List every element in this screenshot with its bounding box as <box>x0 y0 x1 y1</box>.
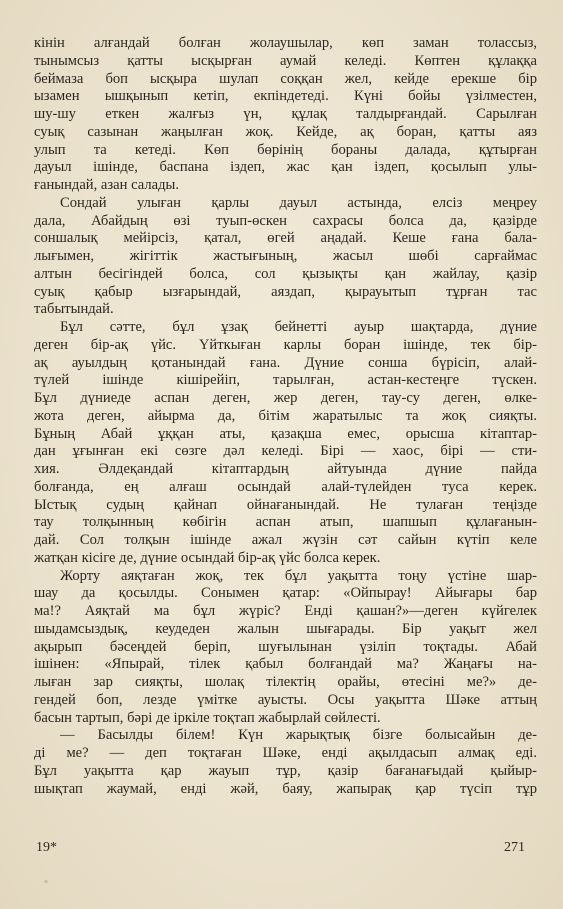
text-line: кінін алғандай болған жолаушылар, көп заман толассыз, <box>34 35 537 51</box>
text-line: ақырып бәсеңдей беріп, шуғылынан үзіліп тоқтады. Абай <box>34 638 537 655</box>
page-number: 271 <box>504 840 525 855</box>
text-line: тынымсыз қатты ысқырған аумай келеді. Көптен құлаққа <box>34 52 537 69</box>
text-line: жота деген, айырма да, бітім жаратылыс та жоқ сияқты. <box>34 407 537 424</box>
text-line: шыдамсыздық, кеудеден жалын шығарады. Бір уақыт жел <box>34 620 537 637</box>
body-text <box>34 35 537 798</box>
text-line: шу-шу еткен жалғыз үн, құлақ талдырғандай. Сарылған <box>34 106 537 122</box>
text-line: дан ұғынған екі сөзге дәл келеді. Бірі — хаос, бірі — сти- <box>34 443 537 460</box>
text-line: Бұның Абай ұққан аты, қазақша емес, орысша кітаптар- <box>34 425 537 442</box>
text-line: Ыстық судың қайнап ойнағанындай. Не тулаған теңізде <box>34 496 537 513</box>
text-line: хия. Әлдеқандай кітаптардың айтуында дүние пайда <box>34 461 537 477</box>
text-line: суық қабыр ызғарындай, аяздап, қырауытып тұрған тас <box>34 283 537 300</box>
text-line: шықтап жаумай, енді жәй, баяу, жапырақ қар түсіп тұр <box>34 780 537 797</box>
text-line: болғанда, ең алғаш осындай алай-түлейден туса керек. <box>34 478 537 495</box>
text-line: ақ ауылдың қотанындай ғана. Дүние сонша бүрісіп, алай- <box>34 354 537 371</box>
signature-mark: 19* <box>36 840 57 855</box>
text-line: табытындай. <box>34 301 114 318</box>
text-line: ғанындай, азан салады. <box>34 177 179 193</box>
text-line: лыған зар сияқты, шолақ тілектің орайы, өтесіні ме?» де- <box>34 674 537 690</box>
text-line: Бұл сәтте, бұл ұзақ бейнетті ауыр шақтарда, дүние <box>60 319 537 335</box>
text-line: алтын бесігіндей болса, сол қызықты қан жайлау, қазір <box>34 265 537 282</box>
text-line: гендей боп, лезде үмітке ауысты. Осы уақытта Шәке аттың <box>34 691 537 708</box>
text-line: Бұл дүниеде аспан деген, жер деген, тау-су деген, өлке- <box>34 390 537 406</box>
text-line: жатқан кісіге де, дүние осындай бір-ақ үйс болса керек. <box>34 549 381 566</box>
text-line: лығымен, жігіттік жастығының, жасыл шөбі сарғаймас <box>34 248 537 264</box>
text-line: тау толқынның көбігін аспан атып, шапшып құлағанын- <box>34 514 537 531</box>
paper-smudge <box>44 880 48 883</box>
text-line: соншалық мейірсіз, қатал, өгей аңадай. Кеше ғана бала- <box>34 230 537 247</box>
text-line: дауыл ішінде, баспана іздеп, жас қан іздеп, қосылып улы- <box>34 159 537 176</box>
text-line: Бұл уақытта қар жауып тұр, қазір бағанағыдай қыйыр- <box>34 762 537 779</box>
text-line: суық сазынан жаңылған жоқ. Кейде, ақ боран, қатты аяз <box>34 123 537 140</box>
text-line: ызамен ышқынып кетіп, екпіндетеді. Күні бойы үзілместен, <box>34 88 537 105</box>
text-line: ма!? Аяқтай ма бұл жүріс? Енді қашан?»—деген күйгелек <box>34 603 537 619</box>
text-line: дала, Абайдың өзі туып-өскен сахрасы болса да, қазірде <box>34 212 537 229</box>
text-line: ішінен: «Япырай, тілек қабыл болғандай ма? Жаңағы на- <box>34 656 537 673</box>
text-line: беймаза боп ысқыра шулап соққан жел, кейде ерекше бір <box>34 70 537 87</box>
page-footer <box>34 840 537 860</box>
text-line: басын тартып, бәрі де іркіле тоқтап жабырлай сөйлесті. <box>34 709 381 726</box>
text-line: дай. Сол толқын ішінде ажал жүзін сәт сайын күтіп келе <box>34 532 537 548</box>
text-line: ді ме? — деп тоқтаған Шәке, енді ақылдасып алмақ еді. <box>34 745 537 761</box>
text-line: Сондай улыған қарлы дауыл астында, елсіз меңреу <box>60 194 537 211</box>
text-line: шау да қосылды. Сонымен қатар: «Ойпырау! Айығары бар <box>34 585 537 602</box>
text-line: Жорту аяқтаған жоқ, тек бұл уақытта тоңу үстіне шар- <box>60 567 537 584</box>
text-line: — Басылды білем! Күн жарықтық бізге болысайын де- <box>60 727 537 744</box>
text-line: деген бір-ақ үйс. Үйткыған карлы боран ішінде, тек бір- <box>34 336 537 353</box>
text-line: түлей ішінде кішірейіп, тарылған, астан-кестеңге түскен. <box>34 372 537 389</box>
text-line: улып та кетеді. Көп бөрінің бораны далада, құтырған <box>34 141 537 158</box>
